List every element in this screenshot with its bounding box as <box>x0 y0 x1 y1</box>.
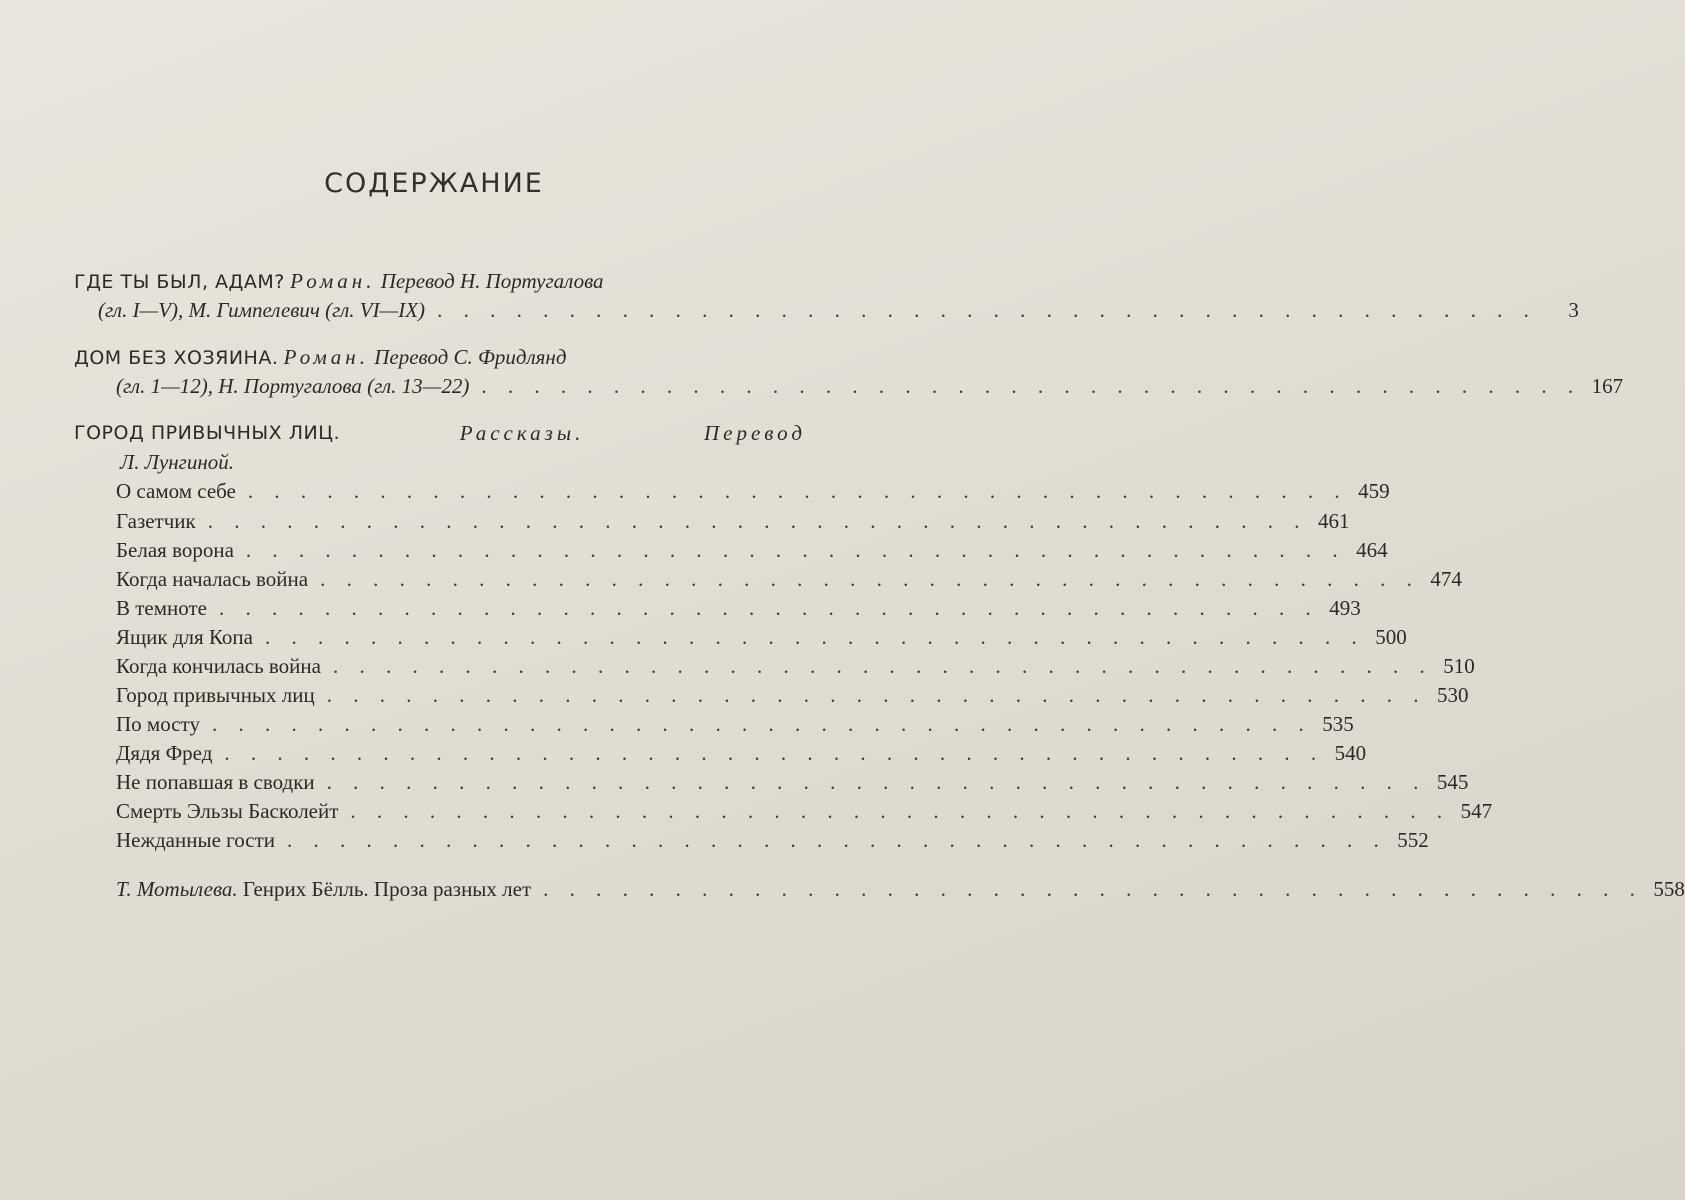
page-number: 558 <box>1653 877 1685 901</box>
afterword-title: Генрих Бёлль. Проза разных лет <box>242 877 532 901</box>
leader-dots: . . . . . . . . . . . . . . . . . . . . . . . . . . . . . . . . . . . . . . . . . . <box>326 770 1427 794</box>
story-row <box>116 564 1462 594</box>
leader-dots: . . . . . . . . . . . . . . . . . . . . . . . . . . . . . . . . . . . . . . . . . . <box>247 479 1348 503</box>
leader-dots: . . . . . . . . . . . . . . . . . . . . . . . . . . . . . . . . . . . . . . . . . . <box>326 683 1427 707</box>
leader-dots: . . . . . . . . . . . . . . . . . . . . . . . . . . . . . . . . . . . . . . . . . . <box>350 799 1451 823</box>
leader-dots: . . . . . . . . . . . . . . . . . . . . . . . . . . . . . . . . . . . . . . . . . . <box>211 712 1312 736</box>
leader-dots: . . . . . . . . . . . . . . . . . . . . . . . . . . . . . . . . . . . . . . . . . . <box>481 374 1582 398</box>
story-row <box>116 506 1350 536</box>
story-row <box>116 709 1354 739</box>
afterword-author: Т. Мотылева. <box>116 877 238 901</box>
story-row <box>116 738 1367 768</box>
page-number: 510 <box>1443 654 1475 678</box>
toc-entry-adam-line2 <box>98 295 1579 325</box>
story-row <box>116 796 1493 826</box>
story-title: Когда началась война <box>116 567 309 591</box>
page-number: 535 <box>1322 712 1354 736</box>
leader-dots: . . . . . . . . . . . . . . . . . . . . . . . . . . . . . . . . . . . . . . . . . . <box>224 741 1325 765</box>
story-title: В темноте <box>116 596 208 620</box>
story-row <box>116 476 1390 506</box>
story-row <box>116 593 1361 623</box>
leader-dots: . . . . . . . . . . . . . . . . . . . . . . . . . . . . . . . . . . . . . . . . . . <box>332 654 1433 678</box>
entry-translator: Перевод <box>703 421 806 445</box>
story-title: Дядя Фред <box>116 741 213 765</box>
toc-entry-house-line1 <box>74 342 566 372</box>
leader-dots: . . . . . . . . . . . . . . . . . . . . . . . . . . . . . . . . . . . . . . . . . . <box>207 509 1308 533</box>
page-number: 500 <box>1375 625 1407 649</box>
leader-dots: . . . . . . . . . . . . . . . . . . . . . . . . . . . . . . . . . . . . . . . . . . <box>287 828 1387 852</box>
leader-dots: . . . . . . . . . . . . . . . . . . . . . . . . . . . . . . . . . . . . . . . . . . <box>437 298 1537 322</box>
page-number: 461 <box>1317 509 1350 533</box>
story-title: Город привычных лиц <box>116 683 315 707</box>
entry-translator: Перевод Н. Португалова <box>380 269 604 293</box>
story-row <box>116 767 1469 797</box>
page-number: 547 <box>1460 799 1493 823</box>
toc-entry-city-line2: Л. Лунгиной. <box>120 450 235 474</box>
story-title: Ящик для Копа <box>116 625 253 649</box>
leader-dots: . . . . . . . . . . . . . . . . . . . . . . . . . . . . . . . . . . . . . . . . . . <box>219 596 1319 620</box>
entry-genre: Роман. <box>283 345 369 369</box>
entry-genre: Роман. <box>290 269 376 293</box>
entry-title: ДОМ БЕЗ ХОЗЯИНА. <box>74 347 279 369</box>
story-title: Белая ворона <box>116 538 234 562</box>
toc-entry-adam-line1 <box>74 266 604 296</box>
story-row <box>116 622 1407 652</box>
story-title: По мосту <box>116 712 200 736</box>
page-number: 540 <box>1334 741 1367 765</box>
leader-dots: . . . . . . . . . . . . . . . . . . . . . . . . . . . . . . . . . . . . . . . . . . <box>320 567 1420 591</box>
story-title: Газетчик <box>116 509 196 533</box>
story-title: Нежданные гости <box>116 828 276 852</box>
entry-title: ГДЕ ТЫ БЫЛ, АДАМ? <box>74 271 285 293</box>
story-title: Не попавшая в сводки <box>116 770 315 794</box>
page-number: 545 <box>1436 770 1469 794</box>
page-number: 167 <box>1591 374 1624 398</box>
contents-heading: СОДЕРЖАНИЕ <box>324 168 544 199</box>
page-number: 459 <box>1358 479 1390 503</box>
toc-entry-afterword <box>116 874 1685 904</box>
entry-translator-cont: (гл. 1—12), Н. Португалова (гл. 13—22) <box>116 374 470 398</box>
page-number: 493 <box>1329 596 1361 620</box>
page-number: 530 <box>1437 683 1469 707</box>
story-row <box>116 535 1388 565</box>
entry-translator-cont: (гл. I—V), М. Гимпелевич (гл. VI—IX) <box>98 298 426 322</box>
entry-genre: Рассказы. <box>459 421 585 445</box>
story-row <box>116 680 1469 710</box>
entry-title: ГОРОД ПРИВЫЧНЫХ ЛИЦ. <box>74 422 341 444</box>
page-number: 464 <box>1356 538 1388 562</box>
story-title: Смерть Эльзы Басколейт <box>116 799 339 823</box>
story-title: Когда кончилась война <box>116 654 321 678</box>
toc-entry-city-line1 <box>74 418 806 448</box>
leader-dots: . . . . . . . . . . . . . . . . . . . . . . . . . . . . . . . . . . . . . . . . . . <box>543 877 1643 901</box>
afterword-text <box>116 874 531 904</box>
toc-entry-house-line2 <box>116 371 1624 401</box>
leader-dots: . . . . . . . . . . . . . . . . . . . . . . . . . . . . . . . . . . . . . . . . . . <box>264 625 1365 649</box>
entry-translator: Перевод С. Фридлянд <box>374 345 567 369</box>
leader-dots: . . . . . . . . . . . . . . . . . . . . . . . . . . . . . . . . . . . . . . . . . . <box>245 538 1346 562</box>
page-number: 552 <box>1397 828 1429 852</box>
page-number: 474 <box>1430 567 1462 591</box>
story-title: О самом себе <box>116 479 236 503</box>
page-number: 3 <box>1568 298 1579 322</box>
story-row <box>116 825 1429 855</box>
story-row <box>116 651 1475 681</box>
